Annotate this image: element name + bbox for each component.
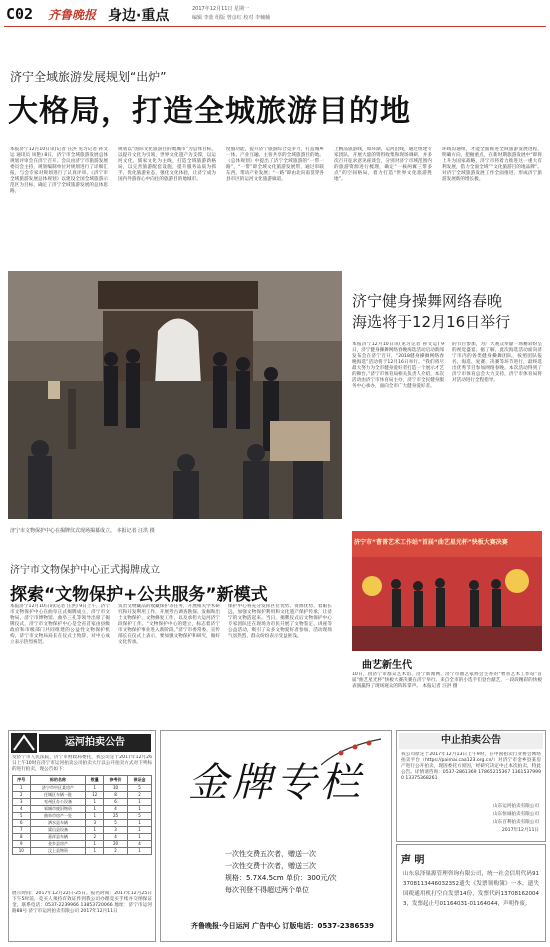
table-cell: 6 <box>13 820 31 827</box>
calligraphy-title: 金牌专栏 <box>188 760 364 806</box>
table-cell: 1 <box>86 806 104 813</box>
suspension-date: 2017年12月11日 <box>501 828 539 833</box>
table-cell: 2 <box>104 848 128 855</box>
ad-item-2: 一次性交费十次者，赠送三次 <box>225 862 316 870</box>
table-cell: 25 <box>104 813 128 820</box>
suspension-signer-1: 山东运河拍卖有限公司 <box>493 804 539 809</box>
auction-logo-icon <box>11 733 37 753</box>
article3-headline: 探索“文物保护+公共服务”新模式 <box>10 585 268 605</box>
auction-footer: 展示时间：2017年12月22日-25日。报名时间：2017年12月25日下午5时前，竞买人须持有效证件到我公司办理竞买手续并交纳保证金。联系电话：0537-2239966 13853720066 地址：济宁市运河路88号 济宁市运河拍卖有限公司 2017年12月11日 <box>12 891 152 914</box>
table-cell: 12 <box>86 792 104 799</box>
table-cell: 1 <box>86 799 104 806</box>
photo2-caption-title: 曲艺新生代 <box>362 660 412 671</box>
auction-table <box>12 775 152 855</box>
table-cell: 5 <box>13 813 31 820</box>
golden-column-ad <box>160 730 392 942</box>
statement-ad <box>396 844 546 942</box>
suspension-signer-3: 山东百利拍卖有限公司 <box>493 820 539 825</box>
ad-item-3: 规格：5.7X4.5cm 单价：300元/次 <box>225 874 337 882</box>
table-cell: 曲阜市房产一处 <box>30 813 86 820</box>
article2-title-line1: 济宁健身操舞网络春晚 <box>352 292 503 310</box>
table-cell: 1 <box>127 799 151 806</box>
ceremony-scene <box>8 271 342 519</box>
table-cell: 1 <box>86 848 104 855</box>
table-cell: 4 <box>127 841 151 848</box>
table-cell: 4 <box>104 834 128 841</box>
table-cell: 20 <box>104 841 128 848</box>
table-cell: 9 <box>13 841 31 848</box>
table-row <box>13 806 152 813</box>
article3-column-1: 本报济宁12月10日讯(记者 汪洪) 9日上午，济宁市文物保护中心在曲阜正式揭牌成立，济宁市文物局、济宁市博物馆、曲阜三孔等领导出席了揭牌仪式，济宁市文物保护中心是全省首家由县级政府和市级部门共同组建的公益性文物保护机构，济宁市文物局局长在仪式上致辞，对中心成立表示热烈祝贺。 <box>10 604 110 645</box>
table-cell: 嘉祥县车辆 <box>30 834 86 841</box>
statement-title: 声 明 <box>401 855 425 866</box>
table-cell: 5 <box>127 785 151 792</box>
table-cell: 1 <box>86 841 104 848</box>
table-cell: 8 <box>13 834 31 841</box>
table-cell: 1 <box>127 848 151 855</box>
table-cell: 3 <box>104 827 128 834</box>
table-cell: 泗水县车辆 <box>30 820 86 827</box>
suspension-body: 我公司原定于2017年12月13日上午9时，在中国拍卖行业协会网络拍卖平台（https://paimai.caa123.org.cn/）对济宁市金乡县某房产进行公开拍卖，现因委托方原因，经研究决定中止本次拍卖，特此公告。详情请咨询：0537-2861369 17865215367 13615379990 13375368261 <box>401 752 541 781</box>
suspension-signer-2: 山东恒诚拍卖有限公司 <box>493 812 539 817</box>
table-cell: 1 <box>86 827 104 834</box>
suspension-notice-ad <box>396 730 546 842</box>
table-header-cell: 参考价 <box>104 776 128 785</box>
ad-item-1: 一次性交费五次者，赠送一次 <box>225 850 316 858</box>
auction-notice-ad <box>8 730 156 942</box>
ad-item-4: 每次刊登不得超过两个单位 <box>225 886 309 894</box>
table-row <box>13 785 152 792</box>
table-row <box>13 799 152 806</box>
table-cell: 济宁市中区某房产 <box>30 785 86 792</box>
table-cell: 2 <box>127 792 151 799</box>
article2-title-line2: 海选将于12月16日举行 <box>352 313 511 331</box>
header-date: 2017年12月11日 星期一 <box>192 6 250 12</box>
article2-body-right: 的节目参加，为广大观众奉献一场精彩纷呈的视觉盛宴。据了解，此次海选活动面向济宁市内的各类健身操舞团队，按照团队报名、海选、复赛、决赛等环节进行，最终选出优秀节目参加网络春晚。本次活动得到了济宁市体育总会大力支持，济宁市体育局将对活动进行全程指导。 <box>452 342 542 383</box>
page-header <box>0 0 550 26</box>
auction-table-header-row <box>13 776 152 785</box>
table-row <box>13 848 152 855</box>
article1-column-4: 上精品旅游线，如环湖、运河沿线，通过组建专家团队，开展大量的资料收集和现场调研，并多次召开征求意见座谈会，分别对济宁市域范围内的旅游资源进行梳理，确定“一核两翼三带多点”的空间格局，着力打造“世界文化旅游胜地”。 <box>334 147 432 182</box>
header-divider <box>4 26 546 27</box>
table-cell: 8 <box>104 792 128 799</box>
table-cell: 4 <box>13 806 31 813</box>
header-editors: 编辑 李蓝 组版 曾彦红 校对 李楠楠 <box>192 15 270 21</box>
table-row <box>13 820 152 827</box>
stage-scene <box>352 531 542 651</box>
photo1-caption: 济宁市文物保护中心在揭牌仪式现场揭幕成立。 本报记者 汪洪 摄 <box>10 528 155 534</box>
stage-banner-text: 济宁市“曹普艺术工作站”首届“曲艺星光杯”快板大赛决赛 <box>354 539 508 546</box>
table-cell: 2 <box>13 792 31 799</box>
table-header-cell: 标的名称 <box>30 776 86 785</box>
table-cell: 汶上县物资 <box>30 848 86 855</box>
table-cell: 1 <box>127 820 151 827</box>
table-cell: 4 <box>104 806 128 813</box>
table-row <box>13 834 152 841</box>
table-cell: 1 <box>127 806 151 813</box>
table-cell: 任城区车辆一批 <box>30 792 86 799</box>
table-header-cell: 数量 <box>86 776 104 785</box>
table-row <box>13 792 152 799</box>
table-cell: 邹城市废旧物资 <box>30 806 86 813</box>
auction-intro: 受济宁市人民法院、济宁市财政局委托，我公司定于2017年12月26日上午10时在济宁市运河拍卖公司拍卖大厅以公开拍卖方式对下列标的进行拍卖，现公告如下： <box>12 755 152 772</box>
table-cell: 兖州区办公设备 <box>30 799 86 806</box>
table-cell: 30 <box>104 785 128 792</box>
newspaper-logo: 齐鲁晚报 <box>48 8 97 22</box>
article1-column-1: 本报济宁12月10日讯(记者 汪洪 见习记者 孙文运 通讯员 凤艳) 8日，济宁市全域旅游发展总体规划评审会在济宁召开。会议由济宁市旅游发展委员会主持，规划编制单位对规划进行了详细汇报，与会专家对规划进行了认真评审。《济宁市全域旅游发展总体规划》以建设全国全域旅游示范区为目标，确定了济宁全域旅游发展的总体思路。 <box>10 147 108 194</box>
table-cell: 10 <box>13 848 31 855</box>
table-cell: 5 <box>104 820 128 827</box>
article3-column-2: 负责文物藏品的收藏保护等任务，开展相关学术研究和开发利用工作，开展考古调查勘探、发掘和出土文物保护、文物修复工作，以及承担大运河济宁段保护工作。“文物保护中心的建立，标志着济宁市文物保护事业进入新阶段。”济宁市委常委、宣传部长在仪式上表示，要加强文物保护和研究，做好文化传承。 <box>118 604 220 645</box>
table-cell: 3 <box>13 799 31 806</box>
table-cell: 梁山县设备 <box>30 827 86 834</box>
article3-kicker: 济宁市文物保护中心正式揭牌成立 <box>10 565 160 576</box>
ad-center-footer: 齐鲁晚报·今日运河 广告中心 订版电话：0537-2386539 <box>191 922 375 930</box>
page-number: C02 <box>6 5 34 23</box>
article3-column-3: 保护中心将充分发挥区位优势、资源优势，着眼长远，加强文物保护利用和文化遗产保护传承，让济宁的文物活起来。当日，揭牌仪式后文物保护中心专家团队还在现场为市民开展了文物鉴定、讲座等公益活动，吸引了众多文物爱好者参加，活动现场气氛热烈，群众纷纷表示受益匪浅。 <box>228 604 332 639</box>
table-row <box>13 841 152 848</box>
suspension-title: 中止拍卖公告 <box>399 733 543 749</box>
section-title: 身边·重点 <box>108 8 170 24</box>
auction-table-body <box>13 785 152 855</box>
auction-title: 运河拍卖公告 <box>39 734 151 752</box>
article1-headline: 大格局，打造全城旅游目的地 <box>8 94 411 129</box>
table-cell: 1 <box>127 827 151 834</box>
table-cell: 5 <box>127 813 151 820</box>
article1-kicker: 济宁全域旅游发展规划“出炉” <box>10 70 167 84</box>
table-cell: 1 <box>13 785 31 792</box>
table-header-cell: 序号 <box>13 776 31 785</box>
quyi-performance-photo <box>352 531 542 651</box>
statement-body: 山东泉泽巢源管理咨询有限公司，统一社会信用代码913708113446032352遗失《发票领购簿》一本，遗失国税通用机打空白发票14份，发票代码137081620043，发票起止号01164031-01164044，声明作废。 <box>403 871 539 907</box>
table-header-cell: 保证金 <box>127 776 151 785</box>
table-cell: 6 <box>104 799 128 806</box>
article1-column-3: 度假功能，提升济宁旅游综合竞争力，打造城乡一体、产业互融、主客共享的全域旅游目的地。《总体规划》中提出了济宁全域旅游的“一带一路”，“一带”即全域文化旅游发展带，通过串联东西，带动产业发展；“一路”即由北向南贯穿各县市区的运河文化旅游廊道。 <box>226 147 324 182</box>
table-row <box>13 813 152 820</box>
photo2-caption-body: 10日，由济宁市群众艺术馆、济宁新闻网、济宁市曲艺家协会主办的“曹普艺术工作站”首届“曲艺星光杯”快板大赛决赛在济宁举行。来自全市的小选手们登台献艺，一段段精彩的快板表演赢得了现场观众的阵阵掌声。 本报记者 汪洪 摄 <box>352 672 542 689</box>
table-cell: 7 <box>13 827 31 834</box>
table-cell: 金乡县房产 <box>30 841 86 848</box>
plum-blossom-icon <box>321 737 383 767</box>
table-row <box>13 827 152 834</box>
table-cell: 1 <box>86 813 104 820</box>
article1-column-2: 规划以“国际文化旅游目的地城市”为总体目标，以提升文化为引领，世界文化遗产为支撑，以运河文化、儒家文化为主线，打造全域旅游新格局，以完善旅游配套设施，提升服务品质为抓手，优化旅游业态，强化文化体验，让济宁成为国内外游客心中向往的旅游目的地城市。 <box>118 147 216 182</box>
table-cell: 1 <box>86 785 104 792</box>
article1-column-5: 环线沟通组，才能全面推进全域旅游发展进程，明确方向，把握重点，在新时期旅游发展中“即将上升为国家战略，济宁市将着力推进这一重大有利发展，借力全面全域”“文化旅游目的地品牌”。对济宁全域旅游发展工作全面推进，形成济宁旅游发展新的增长极。 <box>442 147 542 182</box>
unveiling-ceremony-photo <box>8 271 342 519</box>
table-cell: 3 <box>86 820 104 827</box>
table-cell: 1 <box>127 834 151 841</box>
table-cell: 2 <box>86 834 104 841</box>
article2-body-left: 本报济宁12月10日讯(见习记者 孙文运) 9日，济宁健身操舞网络春晚海选活动启动新闻发布会在济宁召开，“2018健身操舞网络春晚海选”活动将于12月16日举行。“我们将尽最大努力为全市健身爱好者打造一个展示才艺的舞台。”济宁市体育局相关负责人介绍，本次活动由济宁市体育局主办，济宁市全民健身服务中心承办，面向全市广大健身爱好者。 <box>352 342 444 389</box>
